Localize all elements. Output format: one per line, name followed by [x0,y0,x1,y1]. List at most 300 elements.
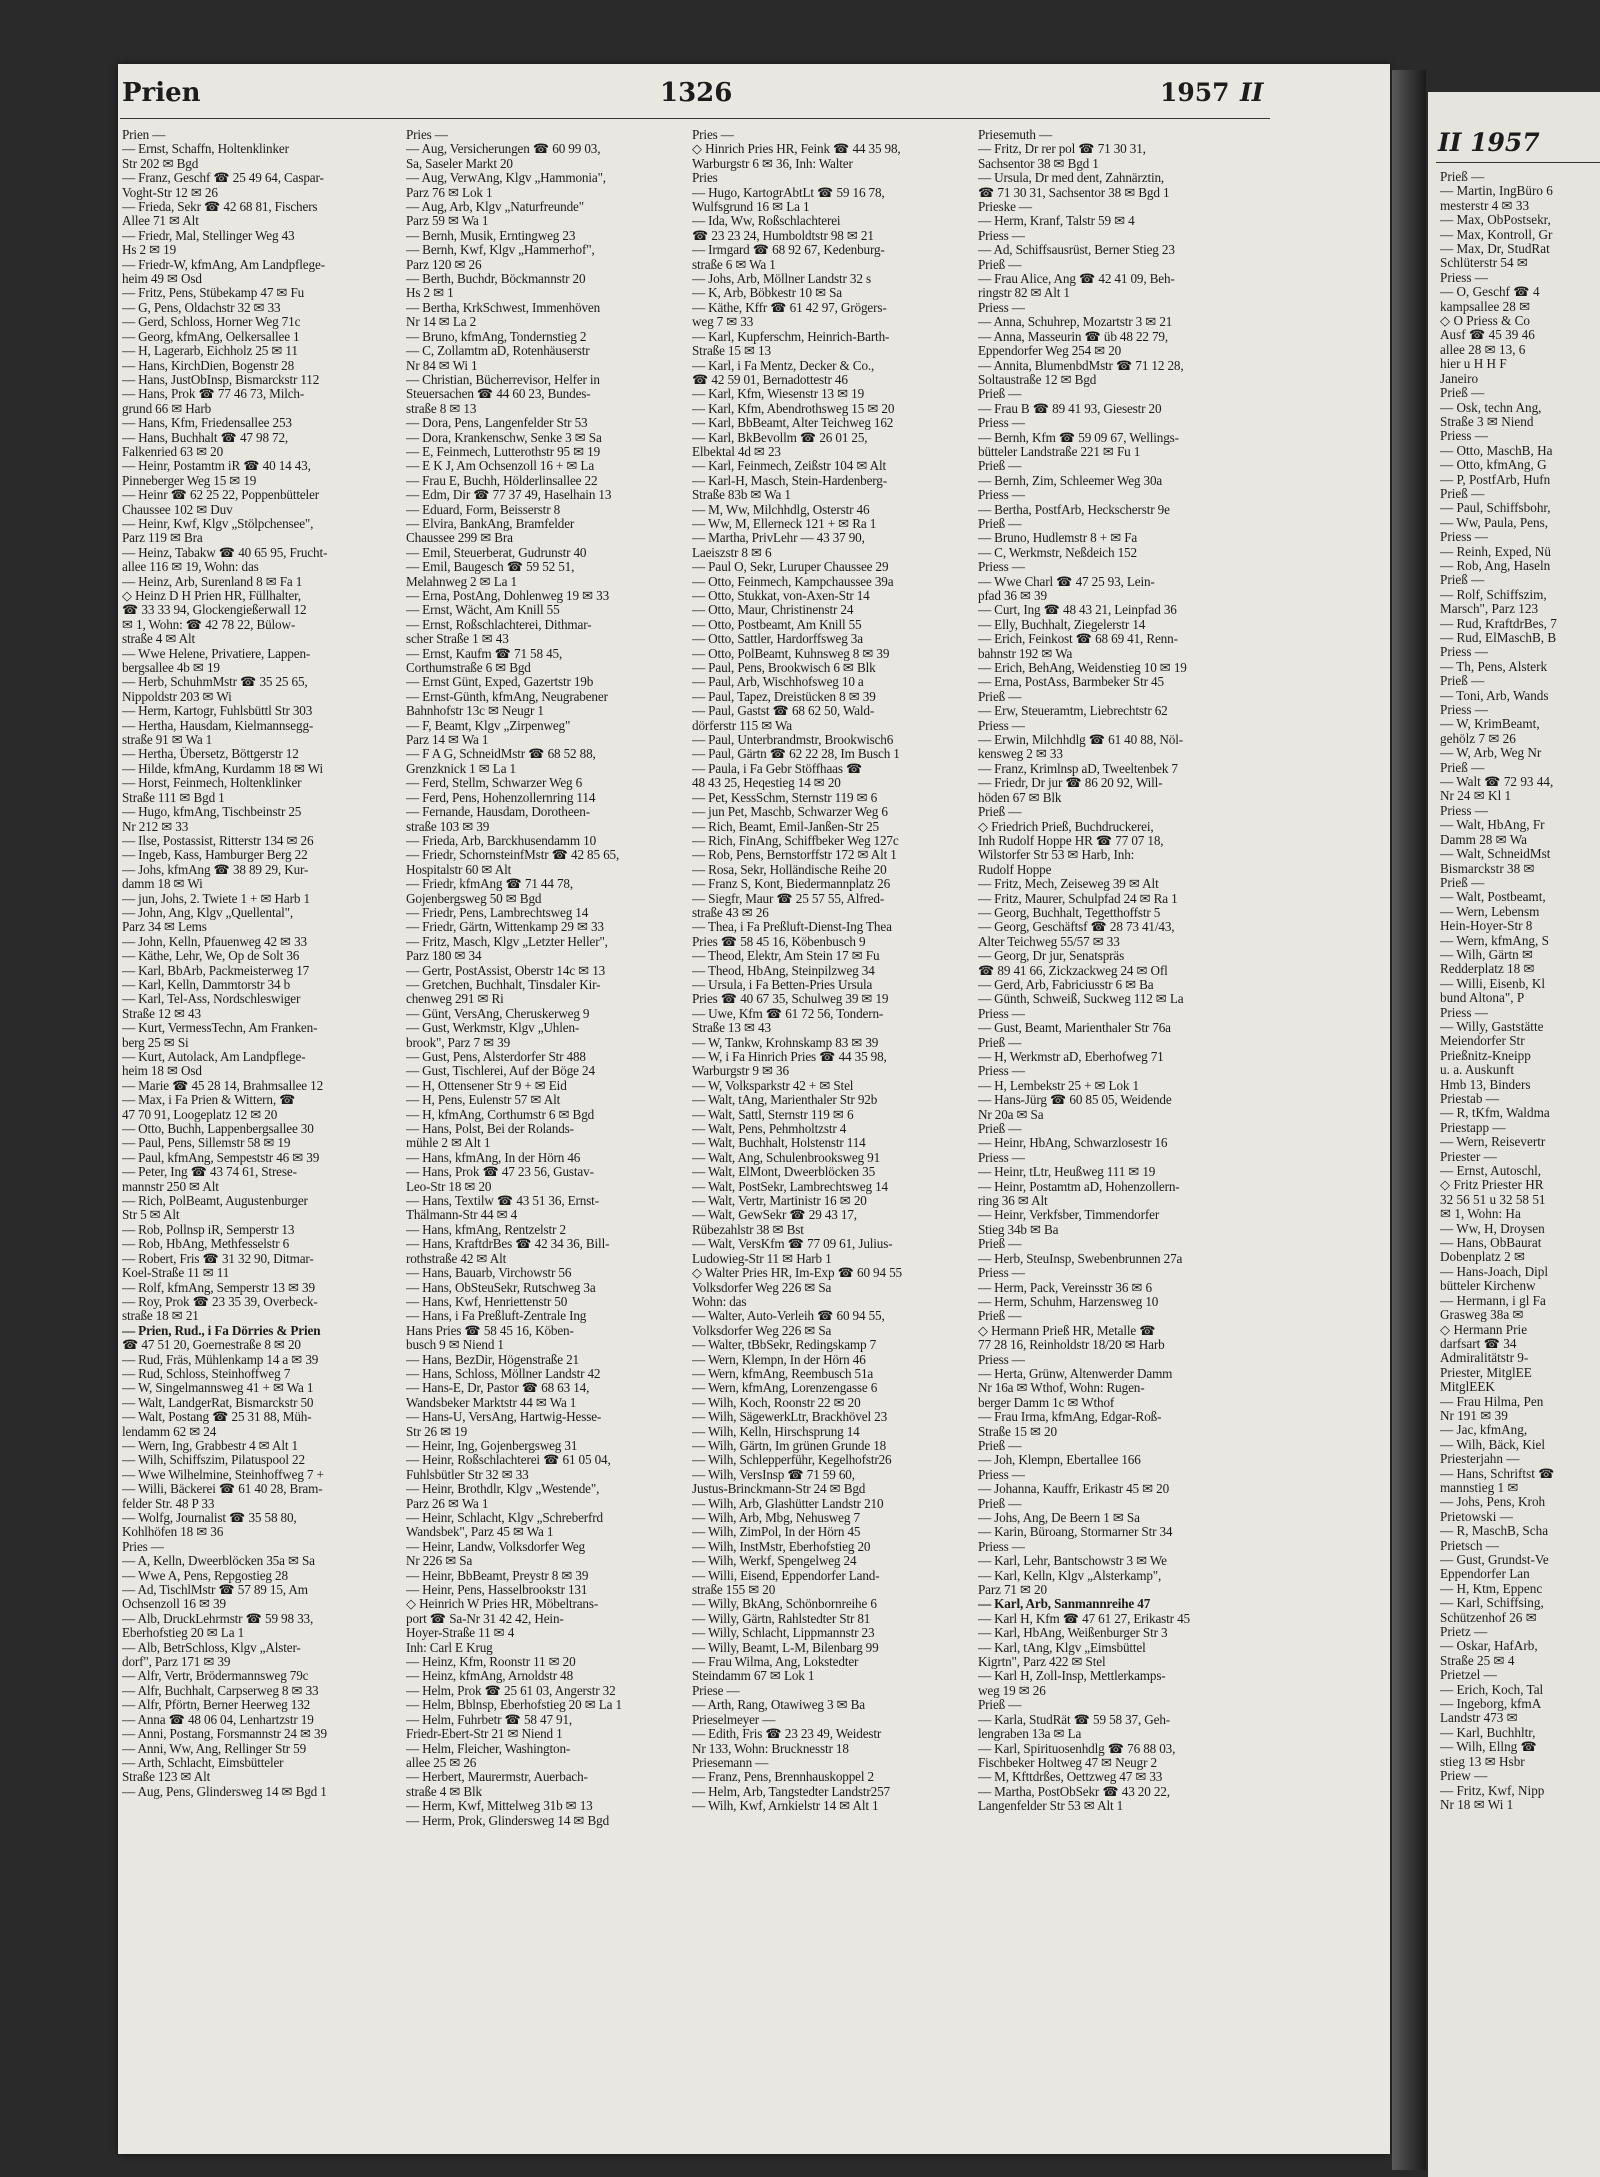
directory-entry-line: — Friedr, Pens, Lambrechtsweg 14 [406,905,589,920]
directory-entry-line: — Herta, Grünw, Altenwerder Damm [978,1366,1173,1381]
directory-entry-line: — Hans, BezDir, Högenstraße 21 [406,1352,579,1367]
directory-entry-line: — Ernst, Kaufm ☎ 71 58 45, [406,646,563,661]
directory-entry-line: — Ernst, Roßschlachterei, Dithmar- [406,617,592,632]
directory-entry-line: — Gust, Tischlerei, Auf der Böge 24 [406,1064,595,1079]
directory-entry-line: — Paul, kfmAng, Sempeststr 46 ✉ 39 [122,1150,320,1165]
directory-entry-line: — Heinr, Landw, Volksdorfer Weg [406,1539,585,1554]
directory-entry-line: — M, Kfttdrßes, Oettzweg 47 ✉ 33 [978,1770,1163,1785]
directory-entry-line: Marsch", Parz 123 [1440,602,1539,617]
directory-entry-line: — Friedr, Mal, Stellinger Weg 43 [122,228,295,243]
directory-entry-line: Warburgstr 9 ✉ 36 [692,1064,789,1079]
directory-entry-line: heim 49 ✉ Osd [122,272,202,287]
directory-entry-line: hier u H H F [1440,357,1507,372]
directory-entry-line: straße 103 ✉ 39 [406,819,490,834]
directory-entry-line: — Bernh, Musik, Erntingweg 23 [406,228,576,243]
directory-entry-line: — Karl, Kfm, Wiesenstr 13 ✉ 19 [692,387,865,402]
directory-entry-line: — Ernst-Günth, kfmAng, Neugrabener [406,689,608,704]
directory-entry-line: — Rich, PolBeamt, Augustenburger [122,1194,308,1209]
directory-entry-line: 77 28 16, Reinholdstr 18/20 ✉ Harb [978,1338,1165,1353]
directory-entry-line: — Karl, Schiffsing, [1440,1596,1544,1611]
directory-entry-line: Eberhofstieg 20 ✉ La 1 [122,1626,245,1641]
directory-entry-line: straße 91 ✉ Wa 1 [122,733,213,748]
directory-entry-line: Grasweg 38a ✉ [1440,1308,1524,1323]
directory-entry-line: — E, Feinmech, Lutterothstr 95 ✉ 19 [406,444,601,459]
directory-entry-line: — Karl, Arb, Sanmannreihe 47 [978,1597,1151,1612]
directory-entry-line: — Helm, Fuhrbetr ☎ 58 47 91, [406,1712,573,1727]
directory-entry-line: ◇ Hermann Prie [1440,1322,1528,1337]
directory-entry-line: Chaussee 299 ✉ Bra [406,531,513,546]
directory-entry-line: — Herm, Prok, Glindersweg 14 ✉ Bgd [406,1813,610,1828]
directory-entry-line: — Wilh, VersInsp ☎ 71 59 60, [692,1467,855,1482]
directory-entry-line: — Ww, M, Ellerneck 121 + ✉ Ra 1 [692,516,877,531]
directory-entry-line: Priess — [978,1539,1025,1554]
directory-entry-line: Sachsentor 38 ✉ Bgd 1 [978,156,1099,171]
directory-entry-line: — Willi, Eisend, Eppendorfer Land- [692,1568,880,1583]
directory-entry-line: — Otto, Stukkat, von-Axen-Str 14 [692,589,870,603]
directory-entry-line: Prieß — [978,1122,1022,1137]
directory-entry-line: — Heinz, Kfm, Roonstr 11 ✉ 20 [406,1655,576,1670]
directory-entry-line: — Arth, Schlacht, Eimsbütteler [122,1755,284,1770]
directory-entry-line: mühle 2 ✉ Alt 1 [406,1136,491,1151]
directory-entry-line: — Helm, Prok ☎ 25 61 03, Angerstr 32 [406,1683,616,1698]
directory-entry-line: — Curt, Ing ☎ 48 43 21, Leinpfad 36 [978,603,1177,618]
directory-entry-line: — Georg, Dr jur, Senatspräs [978,949,1125,964]
directory-entry-line: — Paul, Pens, Sillemstr 58 ✉ 19 [122,1136,291,1151]
directory-entry-line: stieg 13 ✉ Hsbr [1440,1754,1525,1769]
page-number: 1326 [660,78,733,108]
directory-entry-line: — Karl, Kfm, Abendrothsweg 15 ✉ 20 [692,401,895,416]
directory-entry-line: Priess — [978,560,1025,575]
directory-entry-line: — Rud, Schloss, Steinhoffweg 7 [122,1366,291,1381]
directory-entry-line: — Helm, Fleicher, Washington- [406,1741,571,1756]
directory-entry-line: Priester, MitglEE [1440,1365,1532,1380]
directory-entry-line: — Th, Pens, Alsterk [1440,659,1548,674]
directory-entry-line: Prieß — [1440,674,1485,689]
directory-entry-line: — Willy, Gärtn, Rahlstedter Str 81 [692,1611,871,1626]
directory-entry-line: berg 25 ✉ Si [122,1035,189,1050]
directory-entry-line: Hoyer-Straße 11 ✉ 4 [406,1626,515,1641]
directory-entry-line: — Otto, Postbeamt, Am Knill 55 [692,617,862,632]
directory-entry-line: Priess — [978,1467,1025,1482]
directory-entry-line: — Bernh, Zim, Schleemer Weg 30a [978,473,1163,488]
directory-entry-line: allee 28 ✉ 13, 6 [1440,342,1526,357]
directory-entry-line: — Johs, Arb, Möllner Landstr 32 s [692,272,871,287]
directory-entry-line: Parz 59 ✉ Wa 1 [406,214,489,229]
directory-entry-line: — Heinr, Ing, Gojenbergsweg 31 [406,1438,578,1453]
directory-entry-line: — Käthe, Kffr ☎ 61 42 97, Grögers- [692,300,887,315]
directory-entry-line: — Kurt, Autolack, Am Landpflege- [122,1050,306,1064]
directory-entry-line: Alter Teichweg 55/57 ✉ 33 [978,934,1120,949]
directory-entry-line: — Wwe Helene, Privatiere, Lappen- [122,646,311,661]
column-1 [122,128,394,1799]
directory-entry-line: berger Damm 1c ✉ Wthof [978,1395,1115,1410]
directory-entry-line: — Willy, Gaststätte [1440,1019,1544,1034]
directory-entry-line: — Otto, Maur, Christinenstr 24 [692,603,854,618]
directory-entry-line: — Helm, Arb, Tangstedter Landstr257 [692,1784,890,1799]
directory-entry-line: Priess — [1440,645,1488,660]
directory-entry-line: Janeiro [1440,371,1479,386]
directory-entry-line: — Wwe Wilhelmine, Steinhoffweg 7 + [122,1467,324,1482]
directory-entry-line: — Emil, Baugesch ☎ 59 52 51, [406,560,575,575]
directory-entry-line: ☎ 23 23 24, Humboldtstr 98 ✉ 21 [692,228,874,243]
directory-entry-line: — Walt, Vertr, Martinistr 16 ✉ 20 [692,1194,867,1209]
directory-entry-line: — Willy, Beamt, L-M, Bilenbarg 99 [692,1640,879,1655]
directory-entry-line: — Ad, Schiffsausrüst, Berner Stieg 23 [978,243,1175,258]
directory-entry-line: Str 202 ✉ Bgd [122,156,199,171]
directory-entry-line: — Elly, Buchhalt, Ziegelerstr 14 [978,617,1146,632]
directory-entry-line: — Heinz, Tabakw ☎ 40 65 95, Frucht- [122,545,328,560]
directory-entry-line: Steuersachen ☎ 44 60 23, Bundes- [406,387,591,402]
directory-entry-line: bütteler Kirchenw [1440,1279,1536,1294]
directory-entry-line: — Anni, Ww, Ang, Rellinger Str 59 [122,1741,307,1756]
directory-entry-line: Admiralitätstr 9- [1440,1351,1529,1366]
directory-entry-line: Bismarckstr 38 ✉ [1440,861,1535,876]
directory-entry-line: straße 4 ✉ Blk [406,1784,482,1799]
directory-entry-line: kampsallee 28 ✉ [1440,299,1531,314]
directory-entry-line: — Johs, Ang, De Beern 1 ✉ Sa [978,1511,1140,1525]
directory-entry-line: bahnstr 192 ✉ Wa [978,646,1073,661]
directory-entry-line: — Erna, PostAss, Barmbeker Str 45 [978,675,1164,690]
directory-entry-line: — Max, Kontroll, Gr [1440,227,1553,242]
directory-entry-line: Hmb 13, Binders [1440,1077,1531,1092]
directory-entry-line: — K, Arb, Böbkestr 10 ✉ Sa [692,286,843,301]
directory-entry-line: — Karl, Feinmech, Zeißstr 104 ✉ Alt [692,459,887,474]
directory-entry-line: Prieß — [978,257,1022,272]
directory-entry-line: — Alb, BetrSchloss, Klgv „Alster- [122,1640,301,1655]
directory-entry-line: — Paul, Tapez, Dreistücken 8 ✉ 39 [692,689,876,704]
directory-entry-line: Prieß — [1440,386,1485,401]
directory-entry-line: — Walt ☎ 72 93 44, [1440,775,1554,790]
directory-entry-line: — Hans-U, VersAng, Hartwig-Hesse- [406,1410,602,1425]
directory-entry-line: — Otto, MaschB, Ha [1440,443,1553,458]
directory-entry-line: — Erw, Steueramtm, Liebrechtstr 62 [978,704,1168,719]
directory-entry-line: Fischbeker Holtweg 47 ✉ Neugr 2 [978,1755,1157,1770]
directory-entry-line: straße 4 ✉ Alt [122,632,196,647]
directory-entry-line: — Karl-H, Masch, Stein-Hardenberg- [692,473,887,488]
directory-entry-line: Priesemann — [692,1755,769,1770]
directory-entry-line: — Aug, Arb, Klgv „Naturfreunde" [406,200,584,215]
directory-entry-line: — Herbert, Maurermstr, Auerbach- [406,1770,588,1785]
directory-entry-line: — Georg, Geschäftsf ☎ 28 73 41/43, [978,920,1175,935]
directory-entry-line: — Wern, kfmAng, S [1440,933,1549,948]
directory-entry-line: — Karl, HbAng, Weißenburger Str 3 [978,1626,1168,1641]
directory-entry-line: Friedr-Ebert-Str 21 ✉ Niend 1 [406,1727,563,1742]
directory-entry-line: — Fritz, Dr rer pol ☎ 71 30 31, [978,142,1146,157]
directory-entry-line: Priess — [1440,1005,1488,1020]
directory-entry-line: Nr 133, Wohn: Brucknesstr 18 [692,1741,849,1756]
directory-entry-line: darfsart ☎ 34 [1440,1336,1517,1351]
directory-entry-line: pfad 36 ✉ 39 [978,589,1047,603]
directory-entry-line: — Friedr, SchornsteinfMstr ☎ 42 85 65, [406,848,620,863]
directory-entry-line: ◇ Hinrich Pries HR, Feink ☎ 44 35 98, [692,142,901,157]
directory-entry-line: — Walt, Ang, Schulenbrooksweg 91 [692,1150,881,1165]
directory-entry-line: — Frieda, Sekr ☎ 42 68 81, Fischers [122,200,318,215]
directory-entry-line: — Frau E, Buchh, Hölderlinsallee 22 [406,473,598,488]
directory-entry-line: — M, Ww, Milchhdlg, Osterstr 46 [692,502,870,517]
directory-entry-line: — Martha, PostObSekr ☎ 43 20 22, [978,1784,1170,1799]
directory-entry-line: — Heinr ☎ 62 25 22, Poppenbütteler [122,488,320,503]
directory-entry-line: allee 116 ✉ 19, Wohn: das [122,560,259,575]
directory-entry-line: — Hans, Textilw ☎ 43 51 36, Ernst- [406,1194,599,1209]
directory-entry-line: — Fritz, Kwf, Nipp [1440,1783,1545,1798]
directory-entry-line: Prieß — [978,1496,1022,1511]
directory-entry-line: — Karl, Lehr, Bantschowstr 3 ✉ We [978,1554,1167,1569]
directory-entry-line: Bahnhofstr 13c ✉ Neugr 1 [406,704,544,719]
directory-entry-line: Chaussee 102 ✉ Duv [122,502,233,517]
directory-entry-line: — Ww, H, Droysen [1440,1221,1545,1236]
directory-entry-line: — Elvira, BankAng, Bramfelder [406,516,575,531]
directory-entry-line: Voght-Str 12 ✉ 26 [122,185,218,200]
directory-entry-line: — Wilh, Schlepperführ, Kegelhofstr26 [692,1453,892,1468]
directory-entry-line: Parz 76 ✉ Lok 1 [406,185,493,200]
directory-entry-line: — Hugo, kfmAng, Tischbeinstr 25 [122,805,302,820]
directory-entry-line: ☎ 89 41 66, Zickzackweg 24 ✉ Ofl [978,963,1168,978]
directory-entry-line: Priess — [1440,530,1488,545]
directory-entry-line: ◇ Heinz D H Prien HR, Füllhalter, [122,589,302,603]
directory-entry-line: — Heinr, Verkfsber, Timmendorfer [978,1208,1160,1223]
directory-entry-line: — Gerd, Arb, Fabriciusstr 6 ✉ Ba [978,977,1154,992]
directory-entry-line: — Fritz, Maurer, Schulpfad 24 ✉ Ra 1 [978,891,1178,906]
directory-entry-line: — Heinr, BbBeamt, Preystr 8 ✉ 39 [406,1568,589,1583]
directory-entry-line: mannstr 250 ✉ Alt [122,1179,219,1194]
directory-entry-line: — Hans, JustObInsp, Bismarckstr 112 [122,372,320,387]
directory-entry-line: — Erich, Koch, Tal [1440,1682,1544,1697]
directory-entry-line: Wohn: das [692,1294,747,1309]
directory-entry-line: — F, Beamt, Klgv „Zirpenweg" [406,718,571,733]
directory-entry-line: — Ursula, Dr med dent, Zahnärztin, [978,171,1165,186]
directory-entry-line: — Edm, Dir ☎ 77 37 49, Haselhain 13 [406,488,612,503]
directory-entry-line: — Berth, Buchdr, Böckmannstr 20 [406,272,586,287]
next-page-edge [1428,92,1600,2177]
directory-entry-line: — Frau Hilma, Pen [1440,1394,1544,1409]
directory-entry-line: — Heinz, kfmAng, Arnoldstr 48 [406,1669,574,1684]
directory-entry-line: — H, Lagerarb, Eichholz 25 ✉ 11 [122,344,298,359]
directory-entry-line: — Heinr, Pens, Hasselbrookstr 131 [406,1583,588,1598]
directory-entry-line: Nr 24 ✉ Kl 1 [1440,789,1512,804]
directory-entry-line: — Walt, SchneidMst [1440,847,1551,862]
directory-entry-line: — Wilh, Arb, Mbg, Nehusweg 7 [692,1511,860,1525]
directory-entry-line: — Paul, Pens, Brookwisch 6 ✉ Blk [692,661,876,676]
directory-entry-line: Gojenbergsweg 50 ✉ Bgd [406,891,542,906]
directory-entry-line: Inh: Carl E Krug [406,1640,493,1655]
directory-entry-line: — Herm, Kartogr, Fuhlsbüttl Str 303 [122,704,313,719]
directory-entry-line: — Gust, Pens, Alsterdorfer Str 488 [406,1050,586,1064]
directory-entry-line: Grenzknick 1 ✉ La 1 [406,761,516,776]
directory-entry-line: — Paul, Unterbrandmstr, Brookwisch6 [692,733,894,748]
directory-entry-line: — Heinr, tLtr, Heußweg 111 ✉ 19 [978,1165,1156,1180]
directory-entry-line: Straße 3 ✉ Niend [1440,414,1534,429]
column-4 [978,128,1250,1814]
directory-entry-line: Hein-Hoyer-Str 8 [1440,919,1533,934]
directory-entry-line: Nr 84 ✉ Wi 1 [406,358,478,373]
directory-entry-line: rothstraße 42 ✉ Alt [406,1251,507,1266]
directory-entry-line: — Wilh, Schiffszim, Pilatuspool 22 [122,1453,305,1468]
directory-entry-line: — Ernst, Wächt, Am Knill 55 [406,603,560,618]
directory-entry-line: — Heinr, Postamtm iR ☎ 40 14 43, [122,459,311,474]
directory-entry-line: — Anna, Masseurin ☎ üb 48 22 79, [978,329,1169,344]
directory-entry-line: Allee 71 ✉ Alt [122,214,199,229]
directory-entry-line: Straße 15 ✉ 20 [978,1424,1057,1439]
directory-entry-line: — Hans, Schriftst ☎ [1440,1466,1555,1481]
directory-entry-line: — Alfr, Vertr, Brödermannsweg 79c [122,1669,309,1684]
directory-entry-line: — Franz, Geschf ☎ 25 49 64, Caspar- [122,171,324,186]
directory-entry-line: — Rich, FinAng, Schiffbeker Weg 127c [692,833,899,848]
directory-entry-line: — Herm, Pack, Vereinsstr 36 ✉ 6 [978,1280,1152,1295]
directory-entry-line: — Georg, Buchhalt, Tegetthoffstr 5 [978,905,1161,920]
directory-entry-line: Priesterjahn — [1440,1452,1520,1467]
directory-entry-line: Prieselmeyer — [692,1712,776,1727]
directory-entry-line: Hans Pries ☎ 58 45 16, Köben- [406,1323,574,1338]
directory-entry-line: — Aug, Versicherungen ☎ 60 99 03, [406,142,601,157]
directory-entry-line: scher Straße 1 ✉ 43 [406,632,509,647]
directory-entry-line: Elbektal 4d ✉ 23 [692,444,781,459]
directory-entry-line: — Fritz, Masch, Klgv „Letzter Heller", [406,934,608,949]
directory-entry-line: Prieß — [978,1035,1022,1050]
directory-entry-line: — Walt, GewSekr ☎ 29 43 17, [692,1208,857,1223]
directory-entry-line: Laeiszstr 8 ✉ 6 [692,545,772,560]
directory-entry-line: — Prien, Rud., i Fa Dörries & Prien [122,1323,321,1338]
directory-entry-line: — Karl, Buchhltr, [1440,1725,1536,1740]
directory-entry-line: lengraben 13a ✉ La [978,1727,1082,1742]
directory-entry-line: — Alfr, Pförtn, Berner Heerweg 132 [122,1698,311,1713]
directory-entry-line: ◇ Friedrich Prieß, Buchdruckerei, [978,819,1154,834]
directory-entry-line: — Willy, Schlacht, Lippmannstr 23 [692,1626,875,1641]
directory-entry-line: chenweg 291 ✉ Ri [406,992,504,1007]
directory-entry-line: Prieß — [978,1237,1022,1252]
directory-entry-line: — Fernande, Hausdam, Dorotheen- [406,805,590,820]
directory-entry-line: busch 9 ✉ Niend 1 [406,1338,504,1353]
directory-entry-line: — W, i Fa Hinrich Pries ☎ 44 35 98, [692,1050,887,1064]
directory-entry-line: Straße 111 ✉ Bgd 1 [122,790,225,805]
directory-entry-line: — Hans, Bauarb, Virchowstr 56 [406,1266,572,1281]
directory-entry-line: — Walt, Postang ☎ 25 31 88, Müh- [122,1410,312,1425]
directory-entry-line: — Karl, i Fa Mentz, Decker & Co., [692,358,875,373]
directory-entry-line: — Paul, Gastst ☎ 68 62 50, Wald- [692,704,875,719]
directory-entry-line: — Bertha, PostfArb, Heckscherstr 9e [978,502,1170,517]
directory-entry-line: Straße 13 ✉ 43 [692,1021,771,1036]
directory-entry-line: heim 18 ✉ Osd [122,1064,202,1079]
directory-entry-line: — Ilse, Postassist, Ritterstr 134 ✉ 26 [122,833,314,848]
directory-entry-line: — Annita, BlumenbdMstr ☎ 71 12 28, [978,358,1184,373]
directory-entry-line: — Frau B ☎ 89 41 93, Giesestr 20 [978,401,1162,416]
directory-entry-line: Prieß — [978,1309,1022,1324]
directory-entry-line: — Hans, Buchhalt ☎ 47 98 72, [122,430,289,445]
directory-entry-line: — Rud, Fräs, Mühlenkamp 14 a ✉ 39 [122,1352,319,1367]
directory-entry-line: Parz 180 ✉ 34 [406,949,482,964]
directory-entry-line: bergsallee 4b ✉ 19 [122,661,220,676]
directory-entry-line: Prieß — [978,516,1022,531]
directory-entry-line: dörferstr 115 ✉ Wa [692,718,792,733]
directory-entry-line: dorf", Parz 171 ✉ 39 [122,1655,231,1670]
directory-entry-line: — Alfr, Buchhalt, Carpserweg 8 ✉ 33 [122,1683,319,1698]
directory-entry-line: — Hertha, Übersetz, Böttgerstr 12 [122,747,299,762]
directory-entry-line: Priesemuth — [978,128,1053,142]
directory-entry-line: — Ad, TischlMstr ☎ 57 89 15, Am [122,1583,308,1598]
directory-entry-line: Pinneberger Weg 15 ✉ 19 [122,473,257,488]
directory-entry-line: ◇ Walter Pries HR, Im-Exp ☎ 60 94 55 [692,1266,902,1281]
directory-entry-line: — Karl, Kupferschm, Heinrich-Barth- [692,329,890,344]
directory-entry-line: — Heinr, Postamtm aD, Hohenzollern- [978,1179,1180,1194]
directory-entry-line: gehölz 7 ✉ 26 [1440,731,1516,746]
directory-entry-line: Prieß — [1440,573,1485,588]
directory-entry-line: Pries — [122,1539,164,1554]
directory-entry-line: — Karl H, Zoll-Insp, Mettlerkamps- [978,1669,1166,1684]
directory-entry-line: Priess — [1440,270,1488,285]
directory-entry-line: — Siegfr, Maur ☎ 25 57 55, Alfred- [692,891,885,906]
directory-entry-line: — Anna ☎ 48 06 04, Lenhartzstr 19 [122,1712,314,1727]
directory-entry-line: — Ida, Ww, Roßschlachterei [692,214,841,229]
directory-entry-line: — Hugo, KartogrAbtLt ☎ 59 16 78, [692,185,885,200]
directory-entry-line: Priess — [978,1150,1025,1165]
directory-entry-line: mannstieg 1 ✉ [1440,1480,1519,1495]
book-gutter [1392,70,1426,2170]
directory-entry-line: — Friedr, Gärtn, Wittenkamp 29 ✉ 33 [406,920,604,935]
directory-entry-line: — Rob, Pollnsp iR, Semperstr 13 [122,1222,295,1237]
column-2 [406,128,678,1828]
directory-entry-line: — Wilh, ZimPol, In der Hörn 45 [692,1525,861,1540]
directory-entry-line: Nr 212 ✉ 33 [122,819,189,834]
directory-entry-line: — R, MaschB, Scha [1440,1524,1549,1539]
directory-entry-line: — Franz, Pens, Brennhauskoppel 2 [692,1770,874,1785]
directory-entry-line: — Fritz, Pens, Stübekamp 47 ✉ Fu [122,286,305,301]
directory-entry-line: Hospitalstr 60 ✉ Alt [406,862,512,877]
directory-entry-line: — Heinz, Arb, Surenland 8 ✉ Fa 1 [122,574,303,589]
directory-entry-line: — H, kfmAng, Corthumstr 6 ✉ Bgd [406,1107,595,1122]
directory-entry-line: — Heinr, Schlacht, Klgv „Schreberfrd [406,1511,603,1525]
directory-entry-line: — Herb, SteuInsp, Swebenbrunnen 27a [978,1251,1183,1266]
directory-entry-line: — Erich, Feinkost ☎ 68 69 41, Renn- [978,632,1178,647]
directory-entry-line: Hs 2 ✉ 1 [406,286,454,301]
directory-entry-line: Justus-Brinckmann-Str 24 ✉ Bgd [692,1482,866,1497]
directory-entry-line: — Aug, Pens, Glindersweg 14 ✉ Bgd 1 [122,1784,327,1799]
directory-entry-line: — Ursula, i Fa Betten-Pries Ursula [692,977,873,992]
directory-entry-line: — Kurt, VermessTechn, Am Franken- [122,1021,318,1036]
directory-entry-line: — Hans, Schloss, Möllner Landstr 42 [406,1366,601,1381]
directory-entry-line: Steindamm 67 ✉ Lok 1 [692,1669,815,1684]
directory-entry-line: — Käthe, Lehr, We, Op de Solt 36 [122,949,300,964]
directory-entry-line: Pries — [406,128,448,142]
directory-entry-line: — Dora, Krankenschw, Senke 3 ✉ Sa [406,430,602,445]
directory-entry-line: Parz 26 ✉ Wa 1 [406,1496,489,1511]
directory-entry-line: — Edith, Fris ☎ 23 23 49, Weidestr [692,1727,882,1742]
directory-entry-line: — Gust, Werkmstr, Klgv „Uhlen- [406,1021,580,1036]
directory-entry-line: — Otto, Buchh, Lappenbergsallee 30 [122,1122,314,1137]
directory-entry-line: — R, tKfm, Waldma [1440,1106,1550,1121]
running-head-name: Prien [122,78,201,108]
directory-entry-line: weg 19 ✉ 26 [978,1683,1046,1698]
directory-entry-line: Parz 71 ✉ 20 [978,1583,1047,1598]
directory-entry-line: — P, PostfArb, Hufn [1440,472,1551,487]
directory-entry-line: — Hans, Prok ☎ 47 23 56, Gustav- [406,1165,594,1180]
directory-entry-line: — Wilh, Gärtn ✉ [1440,947,1534,962]
directory-entry-line: — Rud, ElMaschB, B [1440,631,1557,645]
directory-entry-line: — Walter, tBbSekr, Redingskamp 7 [692,1338,877,1353]
directory-entry-line: — Wern, Reisevertr [1440,1135,1546,1150]
directory-entry-line: — Wern, Lebensm [1440,904,1540,919]
directory-entry-line: Nr 226 ✉ Sa [406,1554,473,1569]
directory-entry-line: — Gust, Beamt, Marienthaler Str 76a [978,1021,1171,1036]
directory-entry-line: Parz 14 ✉ Wa 1 [406,733,489,748]
directory-entry-line: Priess — [978,1352,1025,1367]
directory-entry-line: Prieß — [978,805,1022,820]
directory-entry-line: — Martha, PrivLehr — 43 37 90, [692,531,865,546]
directory-entry-line: — Marie ☎ 45 28 14, Brahmsallee 12 [122,1078,324,1093]
directory-entry-line: Prieß — [978,1698,1022,1713]
directory-entry-line: — Paula, i Fa Gebr Stöffhaas ☎ [692,761,863,776]
directory-entry-line: — Ingeborg, kfmA [1440,1697,1542,1712]
directory-entry-line: Prieske — [978,200,1032,215]
directory-entry-line: — C, Werkmstr, Neßdeich 152 [978,545,1137,560]
